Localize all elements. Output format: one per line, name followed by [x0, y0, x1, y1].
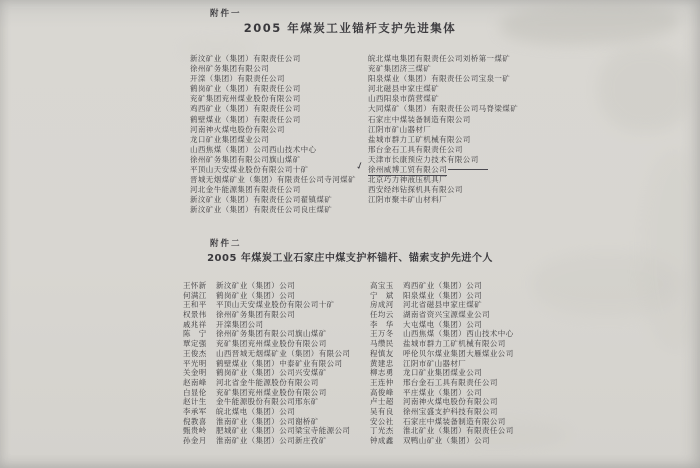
- person-organization: 金牛能源股份有限公司邢东矿: [216, 397, 319, 407]
- organization-row: [368, 175, 518, 185]
- person-row: [370, 436, 514, 446]
- organization-name: 江阴市聚丰矿山材料厂: [368, 195, 447, 205]
- person-organization: 河南神火煤电股份有限公司: [403, 397, 498, 407]
- person-name: 权景伟: [183, 310, 207, 320]
- organization-row: [190, 94, 356, 104]
- person-organization: 徐州宝盛支护科技有限公司: [403, 406, 498, 416]
- person-row: [183, 329, 350, 339]
- collectives-right-column: [354, 54, 519, 205]
- person-row: [183, 291, 350, 301]
- person-name: 安公社: [370, 416, 394, 426]
- person-name: 戚兆祥: [183, 319, 207, 329]
- organization-row: [368, 54, 518, 64]
- organization-row: [190, 64, 356, 74]
- person-row: [370, 417, 514, 427]
- person-organization: 兖矿集团兖州煤业股份有限公司: [216, 387, 327, 397]
- person-name: 柳志勇: [370, 368, 394, 378]
- handwritten-check-mark: ✓: [354, 159, 367, 174]
- person-name: 赵南峰: [183, 377, 207, 387]
- person-organization: 江阴市矿山器材厂: [403, 358, 467, 368]
- person-row: [370, 368, 514, 378]
- organization-row: [190, 185, 356, 195]
- person-name: 黄建忠: [370, 358, 394, 368]
- person-row: [370, 310, 514, 320]
- person-name: 李承军: [183, 406, 207, 416]
- organization-name: 鹤壁煤业（集团）有限责任公司: [190, 114, 301, 124]
- organization-name: 开滦（集团）有限责任公司: [190, 74, 285, 84]
- organization-name: 新汶矿业（集团）有限责任公司: [190, 54, 301, 63]
- person-name: 倪教喜: [183, 416, 207, 426]
- organization-name: 河北金牛能源集团有限责任公司: [190, 185, 301, 195]
- organization-name: 西安经纬钻探机具有限公司: [368, 185, 463, 195]
- collectives-left-column: [190, 54, 356, 216]
- person-organization: 鸡西矿业（集团）公司: [403, 281, 482, 290]
- organization-row: [368, 145, 518, 155]
- person-name: 陈 宁: [183, 329, 207, 339]
- person-name: 吴有良: [370, 406, 394, 416]
- organization-name: 徐州威博工贸有限公司: [368, 165, 447, 175]
- organization-row: [190, 195, 356, 205]
- person-row: [370, 407, 514, 417]
- organization-name: 新汶矿业（集团）有限责任公司翟镇煤矿: [190, 195, 333, 205]
- organization-name: 兖矿集团济三煤矿: [368, 64, 432, 74]
- organization-row: [368, 195, 518, 205]
- person-name: 钟成鑫: [370, 436, 394, 445]
- person-organization: 大屯煤电（集团）公司: [403, 319, 482, 329]
- organization-row: [190, 165, 356, 175]
- person-row: [370, 397, 514, 407]
- organization-name: 阳泉煤业（集团）有限责任公司宝泉一矿: [368, 74, 511, 84]
- person-row: [183, 436, 350, 446]
- person-row: [370, 426, 514, 436]
- person-row: [183, 407, 350, 417]
- organization-name: 鸡西矿业（集团）有限责任公司: [190, 104, 301, 114]
- person-name: 王怀新: [183, 281, 207, 290]
- organization-row: [368, 104, 518, 114]
- organization-name: 河北磁县申家庄煤矿: [368, 84, 440, 94]
- person-name: 赵计生: [183, 397, 207, 407]
- organization-row: [368, 135, 518, 145]
- person-row: [183, 417, 350, 427]
- organization-name: 徐州矿务集团有限公司: [190, 64, 269, 74]
- person-row: [370, 291, 514, 301]
- person-row: [370, 339, 514, 349]
- person-organization: 阳泉煤业（集团）公司: [403, 290, 482, 300]
- person-organization: 徐州矿务集团有限公司: [216, 310, 295, 320]
- organization-row: [190, 205, 356, 215]
- person-organization: 淮北矿业（集团）有限责任公司: [403, 426, 514, 436]
- organization-row: [190, 125, 356, 135]
- organization-row: [368, 94, 518, 104]
- person-row: [183, 310, 350, 320]
- organization-row: [368, 74, 518, 84]
- person-row: [183, 359, 350, 369]
- organization-name: 山西阳泉市荫营煤矿: [368, 94, 440, 104]
- organization-name: 兖矿集团兖州煤业股份有限公司: [190, 94, 301, 104]
- person-name: 孙金月: [183, 436, 207, 445]
- person-name: 李 华: [370, 319, 394, 329]
- person-row: [370, 329, 514, 339]
- organization-row: [190, 175, 356, 185]
- organization-row: [190, 84, 356, 94]
- ink-bleed-smudge: [598, 46, 693, 132]
- person-name: 王万冬: [370, 329, 394, 339]
- person-organization: 山西晋城无烟煤矿业（集团）有限公司: [216, 348, 351, 358]
- person-row: [370, 300, 514, 310]
- person-organization: 皖北煤电（集团）公司: [216, 406, 295, 416]
- person-name: 白显伦: [183, 387, 207, 397]
- attachment1-label: 附件一: [210, 9, 242, 19]
- attachment2-label: 附件二: [210, 239, 242, 249]
- person-organization: 平顶山天安煤业股份有限公司十矿: [216, 300, 335, 310]
- person-organization: 鹤岗矿业（集团）公司: [216, 290, 295, 300]
- organization-row: [368, 84, 518, 94]
- person-name: 王和平: [183, 300, 207, 310]
- person-row: [183, 349, 350, 359]
- person-organization: 山西焦煤（集团）西山技术中心: [403, 329, 514, 339]
- person-row: [370, 378, 514, 388]
- organization-name: 平顶山天安煤业股份有限公司十矿: [190, 165, 309, 175]
- individuals-left-column: [183, 281, 350, 446]
- organization-row: [190, 54, 356, 64]
- person-organization: 淮南矿业（集团）公司谢桥矿: [216, 416, 319, 426]
- person-row: [183, 388, 350, 398]
- person-row: [370, 281, 514, 291]
- organization-name: 邢台金石工具有限责任公司: [368, 144, 463, 154]
- person-name: 房成河: [370, 300, 394, 310]
- person-row: [183, 397, 350, 407]
- person-organization: 开滦集团公司: [216, 319, 264, 329]
- person-organization: 兖矿集团兖州煤业股份有限公司: [216, 339, 327, 349]
- person-name: 甄贵岭: [183, 426, 207, 436]
- organization-row: [368, 185, 518, 195]
- person-organization: 邢台金石工具有限责任公司: [403, 377, 498, 387]
- person-row: [183, 426, 350, 436]
- person-name: 王俊杰: [183, 348, 207, 358]
- person-name: 宁 斌: [370, 290, 394, 300]
- person-name: 高宝玉: [370, 281, 394, 290]
- organization-row: [190, 74, 356, 84]
- person-name: 丁光杰: [370, 426, 394, 436]
- organization-name: 河南神火煤电股份有限公司: [190, 124, 285, 134]
- person-name: 程慎友: [370, 348, 394, 358]
- person-row: [183, 300, 350, 310]
- person-organization: 石家庄中煤装备制造有限公司: [403, 416, 506, 426]
- person-organization: 平庄煤业（集团）公司: [403, 387, 482, 397]
- person-organization: 淮南矿业（集团）公司新庄孜矿: [216, 436, 327, 445]
- person-organization: 鹤壁煤业（集团）中泰矿业有限公司: [216, 358, 343, 368]
- organization-row: [368, 115, 518, 125]
- person-organization: 鹤岗矿业（集团）公司兴安煤矿: [216, 368, 327, 378]
- organization-row: [190, 135, 356, 145]
- organization-name: 徐州矿务集团有限公司旗山煤矿: [190, 154, 301, 164]
- person-row: [370, 320, 514, 330]
- person-organization: 呼伦贝尔煤业集团大雁煤业公司: [403, 348, 514, 358]
- organization-row: [368, 125, 518, 135]
- organization-name: 新汶矿业（集团）有限责任公司良庄煤矿: [190, 205, 333, 215]
- organization-row: [190, 145, 356, 155]
- organization-name: 大同煤矿（集团）有限责任公司马脊梁煤矿: [368, 104, 519, 114]
- person-row: [183, 378, 350, 388]
- person-row: [370, 359, 514, 369]
- person-organization: 河北省磁县申家庄煤矿: [403, 300, 482, 310]
- person-organization: 河北省金牛能源股份有限公司: [216, 377, 319, 387]
- individuals-title: 2005 年煤炭工业石家庄中煤支护杯锚杆、锚索支护先进个人: [207, 253, 493, 264]
- organization-row: [368, 155, 518, 165]
- person-name: 覃定强: [183, 339, 207, 349]
- organization-name: 皖北煤电集团有限责任公司刘桥第一煤矿: [368, 54, 511, 63]
- organization-name: 北京巧力神液压机具厂: [368, 175, 447, 185]
- person-organization: 湖南省资兴宝源煤业公司: [403, 310, 490, 320]
- organization-name: 盐城市群力工矿机械有限公司: [368, 134, 471, 144]
- person-name: 何满江: [183, 290, 207, 300]
- organization-row: [190, 115, 356, 125]
- organization-name: 天津市长康预应力技术有限公司: [368, 154, 479, 164]
- organization-row: [190, 104, 356, 114]
- person-name: 任均云: [370, 310, 394, 320]
- person-name: 关金明: [183, 368, 207, 378]
- individuals-right-column: [370, 281, 514, 446]
- person-name: 王连仲: [370, 377, 394, 387]
- person-name: 马缵民: [370, 339, 394, 349]
- person-row: [183, 368, 350, 378]
- person-row: [370, 349, 514, 359]
- person-name: 卢士超: [370, 397, 394, 407]
- organization-name: 龙口矿业集团煤业公司: [190, 134, 269, 144]
- person-organization: 龙口矿业集团煤业公司: [403, 368, 482, 378]
- collectives-title: 2005 年煤炭工业锚杆支护先进集体: [243, 21, 457, 35]
- person-row: [183, 320, 350, 330]
- person-row: [183, 281, 350, 291]
- person-name: 平光明: [183, 358, 207, 368]
- person-organization: 新汶矿业（集团）公司: [216, 281, 295, 290]
- organization-name: 鹤岗矿业（集团）有限责任公司: [190, 84, 301, 94]
- person-organization: 双鸭山矿业（集团）公司: [403, 436, 490, 445]
- organization-name: 江阴市矿山器材厂: [368, 124, 432, 134]
- person-name: 高俊峰: [370, 387, 394, 397]
- organization-row: [190, 155, 356, 165]
- person-organization: 盐城市群力工矿机械有限公司: [403, 339, 506, 349]
- handwritten-underline: [448, 169, 488, 170]
- organization-name: 石家庄中煤装备制造有限公司: [368, 114, 471, 124]
- person-organization: 徐州矿务集团有限公司旗山煤矿: [216, 329, 327, 339]
- organization-row: [368, 64, 518, 74]
- organization-name: 山西焦煤（集团）公司西山技术中心: [190, 144, 317, 154]
- person-organization: 肥城矿业（集团）公司梁宝寺能源公司: [216, 426, 351, 436]
- organization-name: 晋城无烟煤矿业（集团）有限责任公司寺河煤矿: [190, 175, 356, 185]
- person-row: [183, 339, 350, 349]
- person-row: [370, 388, 514, 398]
